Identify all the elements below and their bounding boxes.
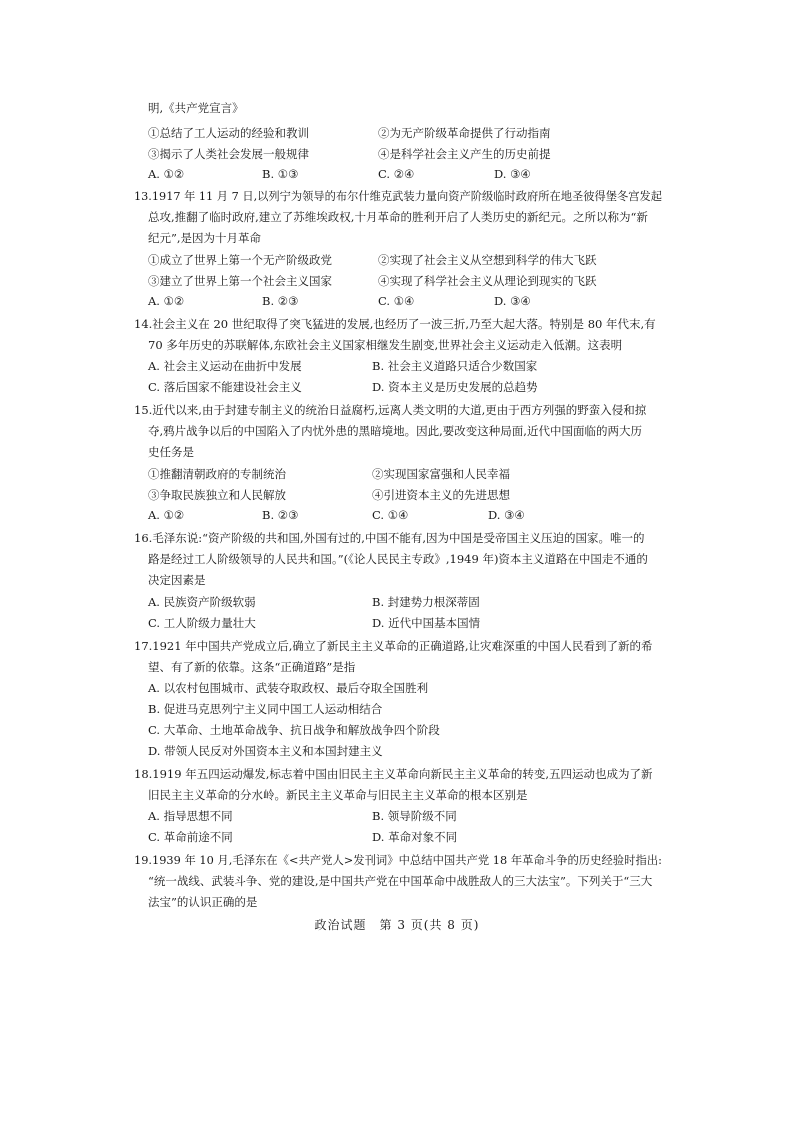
q17-choice-c: C. 大革命、土地革命战争、抗日战争和解放战争四个阶段 — [148, 723, 440, 737]
q15-item-3: ③争取民族独立和人民解放 — [148, 488, 286, 502]
q13-stem-line-1: 13.1917 年 11 月 7 日,以列宁为领导的布尔什维克武装力量向资产阶级临时政府所在地圣彼得堡冬宫发起 — [134, 189, 662, 203]
q15-item-1: ①推翻清朝政府的专制统治 — [148, 467, 286, 481]
q17-stem-line-2: 望、有了新的依靠。这条“正确道路”是指 — [148, 660, 356, 674]
q12-choice-d: D. ③④ — [494, 167, 531, 181]
q13-item-2: ②实现了社会主义从空想到科学的伟大飞跃 — [378, 253, 597, 267]
q15-choice-b: B. ②③ — [262, 508, 299, 522]
q12-choice-c: C. ②④ — [378, 167, 415, 181]
q13-item-1: ①成立了世界上第一个无产阶级政党 — [148, 253, 332, 267]
q15-choice-a: A. ①② — [148, 508, 185, 522]
q14-choice-c: C. 落后国家不能建设社会主义 — [148, 380, 302, 394]
q14-choice-a: A. 社会主义运动在曲折中发展 — [148, 359, 302, 373]
q12-item-4: ④是科学社会主义产生的历史前提 — [378, 147, 551, 161]
q15-choice-c: C. ①④ — [372, 508, 409, 522]
q13-choice-b: B. ②③ — [262, 294, 299, 308]
q13-choice-a: A. ①② — [148, 294, 185, 308]
q16-choice-a: A. 民族资产阶级软弱 — [148, 595, 256, 609]
q19-stem-line-2: “统一战线、武装斗争、党的建设,是中国共产党在中国革命中战胜敌人的三大法宝”。下列关于“三大 — [148, 874, 653, 888]
q16-stem-line-1: 16.毛泽东说:“资产阶级的共和国,外国有过的,中国不能有,因为中国是受帝国主义压迫的国家。唯一的 — [134, 531, 645, 545]
q16-stem-line-2: 路是经过工人阶级领导的人民共和国。”(《论人民民主专政》,1949 年)资本主义道路在中国走不通的 — [148, 552, 648, 566]
q13-choice-d: D. ③④ — [494, 294, 531, 308]
q18-stem-line-2: 旧民主主义革命的分水岭。新民主主义革命与旧民主主义革命的根本区别是 — [148, 788, 528, 802]
q15-item-2: ②实现国家富强和人民幸福 — [372, 467, 510, 481]
q18-stem-line-1: 18.1919 年五四运动爆发,标志着中国由旧民主主义革命向新民主主义革命的转变,五四运动也成为了新 — [134, 767, 653, 781]
q13-choice-c: C. ①④ — [378, 294, 415, 308]
q14-choice-b: B. 社会主义道路只适合少数国家 — [372, 359, 538, 373]
q15-choice-d: D. ③④ — [488, 508, 525, 522]
q13-stem-line-3: 纪元”,是因为十月革命 — [148, 231, 262, 245]
q13-item-3: ③建立了世界上第一个社会主义国家 — [148, 274, 332, 288]
q12-item-2: ②为无产阶级革命提供了行动指南 — [378, 126, 551, 140]
q13-stem-line-2: 总攻,推翻了临时政府,建立了苏维埃政权,十月革命的胜利开启了人类历史的新纪元。之所以称为“新 — [148, 210, 648, 224]
q18-choice-d: D. 革命对象不同 — [372, 830, 458, 844]
q16-stem-line-3: 决定因素是 — [148, 573, 206, 587]
q16-choice-d: D. 近代中国基本国情 — [372, 616, 481, 630]
q19-stem-line-1: 19.1939 年 10 月,毛泽东在《<共产党人>发刊词》中总结中国共产党 18 年革命斗争的历史经验时指出: — [134, 853, 662, 867]
q12-choice-a: A. ①② — [148, 167, 185, 181]
q15-item-4: ④引进资本主义的先进思想 — [372, 488, 510, 502]
q18-choice-b: B. 领导阶级不同 — [372, 809, 457, 823]
q15-stem-line-2: 夺,鸦片战争以后的中国陷入了内忧外患的黑暗境地。因此,要改变这种局面,近代中国面临的两大历 — [148, 424, 642, 438]
q14-stem-line-2: 70 多年历史的苏联解体,东欧社会主义国家相继发生剧变,世界社会主义运动走入低潮。这表明 — [148, 338, 623, 352]
q17-choice-d: D. 带领人民反对外国资本主义和本国封建主义 — [148, 744, 383, 758]
q14-stem-line-1: 14.社会主义在 20 世纪取得了突飞猛进的发展,也经历了一波三折,乃至大起大落。特别是 80 年代末,有 — [134, 317, 656, 331]
q16-choice-b: B. 封建势力根深蒂固 — [372, 595, 480, 609]
q14-choice-d: D. 资本主义是历史发展的总趋势 — [372, 380, 538, 394]
q18-choice-c: C. 革命前途不同 — [148, 830, 233, 844]
q12-item-3: ③揭示了人类社会发展一般规律 — [148, 147, 309, 161]
question-12-continuation: 明,《共产党宣言》 — [148, 101, 244, 115]
q12-choice-b: B. ①③ — [262, 167, 299, 181]
q15-stem-line-3: 史任务是 — [148, 445, 194, 459]
page-footer: 政治试题 第 3 页(共 8 页) — [314, 918, 480, 932]
q16-choice-c: C. 工人阶级力量壮大 — [148, 616, 256, 630]
q17-stem-line-1: 17.1921 年中国共产党成立后,确立了新民主主义革命的正确道路,让灾难深重的中国人民看到了新的希 — [134, 639, 653, 653]
q15-stem-line-1: 15.近代以来,由于封建专制主义的统治日益腐朽,远离人类文明的大道,更由于西方列强的野蛮入侵和掠 — [134, 403, 647, 417]
q18-choice-a: A. 指导思想不同 — [148, 809, 233, 823]
q19-stem-line-3: 法宝”的认识正确的是 — [148, 895, 258, 909]
q12-item-1: ①总结了工人运动的经验和教训 — [148, 126, 309, 140]
q13-item-4: ④实现了科学社会主义从理论到现实的飞跃 — [378, 274, 597, 288]
q17-choice-a: A. 以农村包围城市、武装夺取政权、最后夺取全国胜利 — [148, 681, 429, 695]
q17-choice-b: B. 促进马克思列宁主义同中国工人运动相结合 — [148, 702, 383, 716]
